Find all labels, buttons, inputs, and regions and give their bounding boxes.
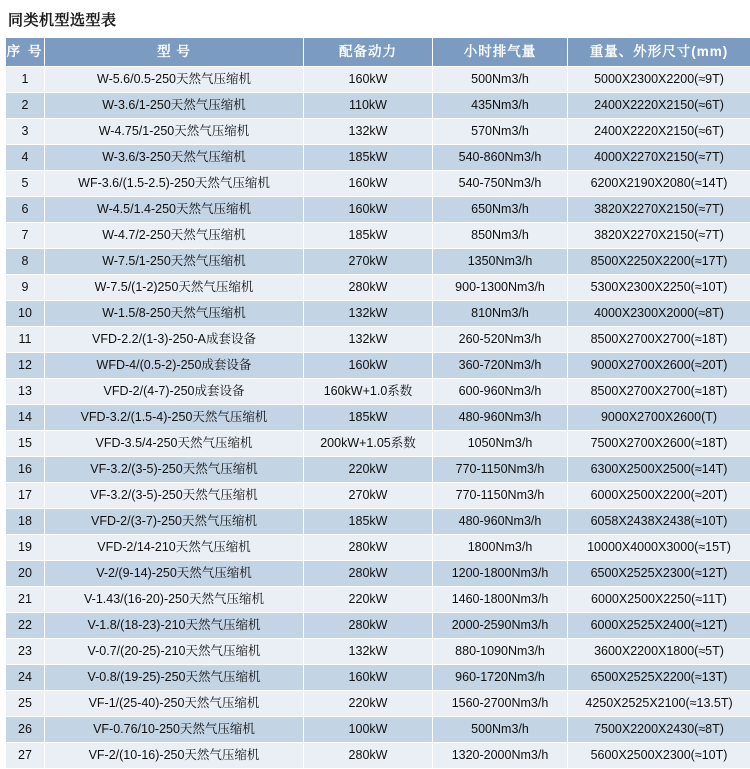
cell-flow: 1560-2700Nm3/h <box>433 691 568 717</box>
cell-no: 6 <box>6 197 45 223</box>
cell-weight: 7500X2700X2600(≈18T) <box>568 431 750 457</box>
cell-no: 18 <box>6 509 45 535</box>
cell-flow: 1200-1800Nm3/h <box>433 561 568 587</box>
cell-power: 200kW+1.05系数 <box>304 431 433 457</box>
cell-power: 270kW <box>304 483 433 509</box>
cell-power: 160kW+1.0系数 <box>304 379 433 405</box>
cell-no: 21 <box>6 587 45 613</box>
cell-power: 280kW <box>304 613 433 639</box>
cell-flow: 500Nm3/h <box>433 67 568 93</box>
cell-flow: 480-960Nm3/h <box>433 405 568 431</box>
cell-no: 22 <box>6 613 45 639</box>
cell-flow: 1050Nm3/h <box>433 431 568 457</box>
table-row <box>6 301 750 327</box>
cell-weight: 6200X2190X2080(≈14T) <box>568 171 750 197</box>
cell-power: 160kW <box>304 197 433 223</box>
cell-no: 7 <box>6 223 45 249</box>
table-row <box>6 249 750 275</box>
cell-model: V-2/(9-14)-250天然气压缩机 <box>45 561 304 587</box>
cell-power: 280kW <box>304 535 433 561</box>
cell-weight: 5000X2300X2200(≈9T) <box>568 67 750 93</box>
cell-flow: 900-1300Nm3/h <box>433 275 568 301</box>
cell-model: W-7.5/(1-2)250天然气压缩机 <box>45 275 304 301</box>
cell-power: 160kW <box>304 665 433 691</box>
cell-power: 270kW <box>304 249 433 275</box>
table-row <box>6 639 750 665</box>
cell-power: 100kW <box>304 717 433 743</box>
cell-power: 132kW <box>304 639 433 665</box>
cell-model: WFD-4/(0.5-2)-250成套设备 <box>45 353 304 379</box>
cell-weight: 5300X2300X2250(≈10T) <box>568 275 750 301</box>
cell-flow: 600-960Nm3/h <box>433 379 568 405</box>
cell-model: VF-3.2/(3-5)-250天然气压缩机 <box>45 457 304 483</box>
table-row <box>6 561 750 587</box>
cell-weight: 6500X2525X2300(≈12T) <box>568 561 750 587</box>
table-row <box>6 67 750 93</box>
cell-power: 185kW <box>304 509 433 535</box>
cell-model: VFD-2/14-210天然气压缩机 <box>45 535 304 561</box>
table-header-row <box>6 38 750 67</box>
cell-weight: 6058X2438X2438(≈10T) <box>568 509 750 535</box>
cell-model: W-4.7/2-250天然气压缩机 <box>45 223 304 249</box>
table-row <box>6 275 750 301</box>
cell-no: 26 <box>6 717 45 743</box>
cell-no: 23 <box>6 639 45 665</box>
cell-model: W-4.75/1-250天然气压缩机 <box>45 119 304 145</box>
cell-flow: 770-1150Nm3/h <box>433 483 568 509</box>
cell-no: 27 <box>6 743 45 769</box>
cell-weight: 6000X2525X2400(≈12T) <box>568 613 750 639</box>
cell-weight: 3820X2270X2150(≈7T) <box>568 197 750 223</box>
cell-flow: 880-1090Nm3/h <box>433 639 568 665</box>
cell-flow: 1460-1800Nm3/h <box>433 587 568 613</box>
table-row <box>6 327 750 353</box>
table-row <box>6 717 750 743</box>
cell-weight: 6000X2500X2250(≈11T) <box>568 587 750 613</box>
cell-weight: 8500X2250X2200(≈17T) <box>568 249 750 275</box>
cell-weight: 6000X2500X2200(≈20T) <box>568 483 750 509</box>
cell-no: 3 <box>6 119 45 145</box>
cell-weight: 4000X2270X2150(≈7T) <box>568 145 750 171</box>
cell-flow: 960-1720Nm3/h <box>433 665 568 691</box>
table-row <box>6 535 750 561</box>
cell-model: VF-1/(25-40)-250天然气压缩机 <box>45 691 304 717</box>
cell-power: 132kW <box>304 119 433 145</box>
cell-flow: 570Nm3/h <box>433 119 568 145</box>
cell-model: WF-3.6/(1.5-2.5)-250天然气压缩机 <box>45 171 304 197</box>
table-row <box>6 587 750 613</box>
cell-no: 9 <box>6 275 45 301</box>
cell-power: 160kW <box>304 171 433 197</box>
table-row <box>6 483 750 509</box>
cell-model: W-4.5/1.4-250天然气压缩机 <box>45 197 304 223</box>
cell-weight: 7500X2200X2430(≈8T) <box>568 717 750 743</box>
cell-power: 280kW <box>304 275 433 301</box>
cell-model: V-1.43/(16-20)-250天然气压缩机 <box>45 587 304 613</box>
cell-no: 15 <box>6 431 45 457</box>
cell-weight: 8500X2700X2700(≈18T) <box>568 379 750 405</box>
cell-model: V-1.8/(18-23)-210天然气压缩机 <box>45 613 304 639</box>
cell-no: 1 <box>6 67 45 93</box>
table-row <box>6 353 750 379</box>
cell-no: 10 <box>6 301 45 327</box>
cell-power: 280kW <box>304 743 433 769</box>
cell-weight: 4250X2525X2100(≈13.5T) <box>568 691 750 717</box>
cell-power: 160kW <box>304 353 433 379</box>
cell-no: 4 <box>6 145 45 171</box>
cell-model: V-0.7/(20-25)-210天然气压缩机 <box>45 639 304 665</box>
model-selection-table <box>5 37 750 769</box>
column-header-no: 序 号 <box>6 38 45 67</box>
cell-flow: 540-750Nm3/h <box>433 171 568 197</box>
cell-weight: 9000X2700X2600(T) <box>568 405 750 431</box>
cell-weight: 8500X2700X2700(≈18T) <box>568 327 750 353</box>
cell-power: 110kW <box>304 93 433 119</box>
cell-flow: 435Nm3/h <box>433 93 568 119</box>
table-row <box>6 223 750 249</box>
cell-no: 16 <box>6 457 45 483</box>
cell-flow: 1800Nm3/h <box>433 535 568 561</box>
cell-power: 185kW <box>304 405 433 431</box>
cell-power: 160kW <box>304 67 433 93</box>
cell-power: 185kW <box>304 145 433 171</box>
cell-weight: 3600X2200X1800(≈5T) <box>568 639 750 665</box>
cell-model: W-5.6/0.5-250天然气压缩机 <box>45 67 304 93</box>
cell-model: VFD-2/(4-7)-250成套设备 <box>45 379 304 405</box>
cell-no: 19 <box>6 535 45 561</box>
cell-no: 8 <box>6 249 45 275</box>
cell-model: VFD-2/(3-7)-250天然气压缩机 <box>45 509 304 535</box>
cell-power: 185kW <box>304 223 433 249</box>
cell-no: 13 <box>6 379 45 405</box>
cell-weight: 10000X4000X3000(≈15T) <box>568 535 750 561</box>
table-row <box>6 119 750 145</box>
cell-model: W-3.6/1-250天然气压缩机 <box>45 93 304 119</box>
cell-weight: 6300X2500X2500(≈14T) <box>568 457 750 483</box>
cell-model: VF-3.2/(3-5)-250天然气压缩机 <box>45 483 304 509</box>
table-row <box>6 379 750 405</box>
table-row <box>6 93 750 119</box>
cell-flow: 850Nm3/h <box>433 223 568 249</box>
cell-flow: 360-720Nm3/h <box>433 353 568 379</box>
table-row <box>6 509 750 535</box>
page-title: 同类机型选型表 <box>0 0 750 37</box>
cell-weight: 6500X2525X2200(≈13T) <box>568 665 750 691</box>
table-row <box>6 431 750 457</box>
table-row <box>6 457 750 483</box>
table-row <box>6 145 750 171</box>
table-row <box>6 405 750 431</box>
cell-model: W-1.5/8-250天然气压缩机 <box>45 301 304 327</box>
cell-flow: 1350Nm3/h <box>433 249 568 275</box>
column-header-flow: 小时排气量 <box>433 38 568 67</box>
cell-weight: 5600X2500X2300(≈10T) <box>568 743 750 769</box>
cell-flow: 810Nm3/h <box>433 301 568 327</box>
cell-model: VFD-3.2/(1.5-4)-250天然气压缩机 <box>45 405 304 431</box>
cell-no: 5 <box>6 171 45 197</box>
cell-flow: 2000-2590Nm3/h <box>433 613 568 639</box>
table-row <box>6 197 750 223</box>
cell-power: 280kW <box>304 561 433 587</box>
cell-no: 12 <box>6 353 45 379</box>
column-header-power: 配备动力 <box>304 38 433 67</box>
cell-no: 2 <box>6 93 45 119</box>
table-row <box>6 171 750 197</box>
cell-no: 11 <box>6 327 45 353</box>
cell-power: 220kW <box>304 457 433 483</box>
cell-weight: 2400X2220X2150(≈6T) <box>568 93 750 119</box>
cell-no: 25 <box>6 691 45 717</box>
cell-no: 17 <box>6 483 45 509</box>
cell-model: VFD-3.5/4-250天然气压缩机 <box>45 431 304 457</box>
cell-flow: 1320-2000Nm3/h <box>433 743 568 769</box>
cell-model: W-7.5/1-250天然气压缩机 <box>45 249 304 275</box>
cell-power: 132kW <box>304 301 433 327</box>
cell-flow: 770-1150Nm3/h <box>433 457 568 483</box>
cell-flow: 260-520Nm3/h <box>433 327 568 353</box>
cell-model: V-0.8/(19-25)-250天然气压缩机 <box>45 665 304 691</box>
cell-weight: 2400X2220X2150(≈6T) <box>568 119 750 145</box>
cell-model: W-3.6/3-250天然气压缩机 <box>45 145 304 171</box>
cell-no: 14 <box>6 405 45 431</box>
table-row <box>6 743 750 769</box>
table-body <box>6 67 750 769</box>
cell-power: 132kW <box>304 327 433 353</box>
cell-flow: 650Nm3/h <box>433 197 568 223</box>
cell-flow: 500Nm3/h <box>433 717 568 743</box>
cell-no: 24 <box>6 665 45 691</box>
table-row <box>6 665 750 691</box>
cell-flow: 540-860Nm3/h <box>433 145 568 171</box>
cell-no: 20 <box>6 561 45 587</box>
table-row <box>6 613 750 639</box>
cell-weight: 4000X2300X2000(≈8T) <box>568 301 750 327</box>
table-header <box>6 38 750 67</box>
cell-model: VFD-2.2/(1-3)-250-A成套设备 <box>45 327 304 353</box>
cell-flow: 480-960Nm3/h <box>433 509 568 535</box>
cell-power: 220kW <box>304 587 433 613</box>
cell-power: 220kW <box>304 691 433 717</box>
column-header-model: 型 号 <box>45 38 304 67</box>
column-header-weight: 重量、外形尺寸(mm) <box>568 38 750 67</box>
cell-weight: 3820X2270X2150(≈7T) <box>568 223 750 249</box>
table-row <box>6 691 750 717</box>
cell-model: VF-2/(10-16)-250天然气压缩机 <box>45 743 304 769</box>
cell-model: VF-0.76/10-250天然气压缩机 <box>45 717 304 743</box>
cell-weight: 9000X2700X2600(≈20T) <box>568 353 750 379</box>
